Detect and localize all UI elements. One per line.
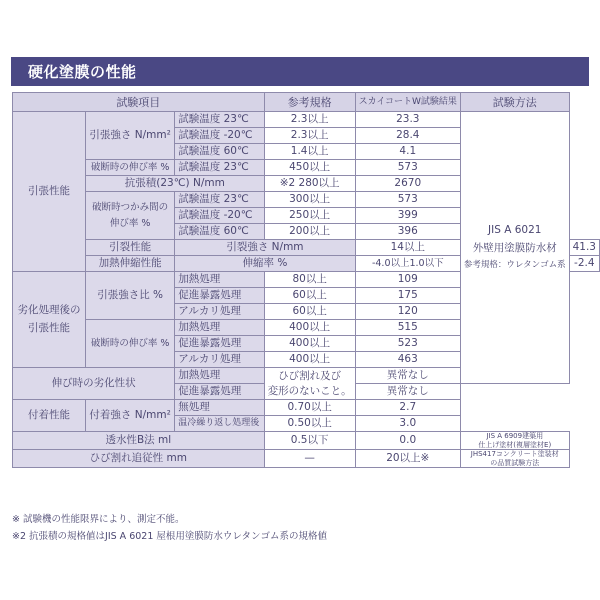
result-value: 573 bbox=[355, 160, 460, 176]
reference-value: 200以上 bbox=[264, 224, 355, 240]
result-value: 41.3 bbox=[569, 240, 599, 256]
reference-value: 0.50以上 bbox=[264, 416, 355, 432]
tensile-ratio-label: 引張強さ比 % bbox=[85, 272, 174, 320]
result-value: 175 bbox=[355, 288, 460, 304]
result-value: -2.4 bbox=[569, 256, 599, 272]
treatment-label: アルカリ処理 bbox=[175, 352, 264, 368]
adhesion-strength-label: 付着強さ N/mm² bbox=[85, 400, 174, 432]
reference-value: ※2 280以上 bbox=[264, 176, 355, 192]
result-value: 23.3 bbox=[355, 112, 460, 128]
treatment-label: 促進暴露処理 bbox=[175, 288, 264, 304]
table-row bbox=[13, 450, 600, 468]
group-heat-shrink: 加熱伸縮性能 bbox=[85, 256, 174, 272]
group-tensile: 引張性能 bbox=[13, 112, 86, 272]
temp-label: 試験温度 23℃ bbox=[175, 192, 264, 208]
result-value: 2.7 bbox=[355, 400, 460, 416]
result-value: 463 bbox=[355, 352, 460, 368]
reference-value: 1.4以上 bbox=[264, 144, 355, 160]
tensile-product-label: 抗張積(23℃) N/mm bbox=[85, 176, 264, 192]
result-value: 515 bbox=[355, 320, 460, 336]
treatment-label: 無処理 bbox=[175, 400, 264, 416]
temp-label: 試験温度 -20℃ bbox=[175, 128, 264, 144]
method-crack-line2: の品質試験方法 bbox=[490, 458, 540, 467]
method-crack bbox=[460, 450, 569, 468]
result-value: 399 bbox=[355, 208, 460, 224]
reference-value: 80以上 bbox=[264, 272, 355, 288]
header-result: スカイコートW試験結果 bbox=[355, 93, 460, 112]
treatment-label: 促進暴露処理 bbox=[175, 384, 264, 400]
method-ref: 参考規格：ウレタンゴム系 bbox=[463, 260, 566, 271]
treatment-label: アルカリ処理 bbox=[175, 304, 264, 320]
reference-value: 60以上 bbox=[264, 288, 355, 304]
result-value: 異常なし bbox=[355, 384, 460, 400]
method-crack-line1: JHS417コンクリート塗装材 bbox=[470, 450, 559, 459]
header-method: 試験方法 bbox=[460, 93, 569, 112]
method-water-line2: 仕上げ塗材(複層塗材E) bbox=[478, 440, 552, 449]
page-title: 硬化塗膜の性能 bbox=[28, 63, 137, 81]
treatment-label: 加熱処理 bbox=[175, 320, 264, 336]
result-value: 573 bbox=[355, 192, 460, 208]
temp-label: 試験温度 -20℃ bbox=[175, 208, 264, 224]
reference-value: 2.3以上 bbox=[264, 128, 355, 144]
result-value: 3.0 bbox=[355, 416, 460, 432]
reference-value: 300以上 bbox=[264, 192, 355, 208]
treatment-label: 温冷繰り返し処理後 bbox=[175, 416, 264, 432]
footnote-1: ※ 試験機の性能限界により、測定不能。 bbox=[12, 514, 185, 525]
reference-value: ひび割れ及び bbox=[264, 368, 355, 384]
method-jis: JIS A 6021 bbox=[488, 224, 542, 237]
method-material: 外壁用塗膜防水材 bbox=[472, 242, 557, 255]
degradation-line2: 引張性能 bbox=[27, 321, 70, 334]
method-main bbox=[460, 112, 569, 384]
result-value: 28.4 bbox=[355, 128, 460, 144]
temp-label: 試験温度 60℃ bbox=[175, 224, 264, 240]
reference-value: 400以上 bbox=[264, 352, 355, 368]
result-value: 109 bbox=[355, 272, 460, 288]
temp-label: 試験温度 23℃ bbox=[175, 160, 264, 176]
result-value: 異常なし bbox=[355, 368, 460, 384]
group-tear: 引裂性能 bbox=[85, 240, 174, 256]
table-header-row bbox=[13, 93, 600, 112]
reference-value: 2.3以上 bbox=[264, 112, 355, 128]
footnote-2: ※2 抗張積の規格値はJIS A 6021 屋根用塗膜防水ウレタンゴム系の規格値 bbox=[12, 531, 328, 542]
deg-elong-label: 破断時の伸び率 % bbox=[85, 320, 174, 368]
reference-value: -4.0以上1.0以下 bbox=[355, 256, 460, 272]
grip-elong-text: 破断時つかみ間の伸び率 % bbox=[92, 202, 169, 229]
temp-label: 試験温度 23℃ bbox=[175, 112, 264, 128]
water-perm-label: 透水性B法 ml bbox=[13, 432, 265, 450]
reference-value: 変形のないこと。 bbox=[264, 384, 355, 400]
temp-label: 試験温度 60℃ bbox=[175, 144, 264, 160]
degradation-line1: 劣化処理後の bbox=[17, 303, 81, 316]
group-degradation bbox=[13, 272, 86, 368]
grip-elong-label bbox=[85, 192, 174, 240]
reference-value: 250以上 bbox=[264, 208, 355, 224]
result-value: 396 bbox=[355, 224, 460, 240]
tensile-strength-label: 引張強さ N/mm² bbox=[85, 112, 174, 160]
result-value: 0.0 bbox=[355, 432, 460, 450]
reference-value: 400以上 bbox=[264, 320, 355, 336]
table-row bbox=[13, 400, 600, 416]
method-water-line1: JIS A 6909建築用 bbox=[486, 432, 544, 441]
treatment-label: 促進暴露処理 bbox=[175, 336, 264, 352]
reference-value: 60以上 bbox=[264, 304, 355, 320]
reference-value: 14以上 bbox=[355, 240, 460, 256]
reference-value: 400以上 bbox=[264, 336, 355, 352]
result-value: 120 bbox=[355, 304, 460, 320]
treatment-label: 加熱処理 bbox=[175, 272, 264, 288]
header-item: 試験項目 bbox=[13, 93, 265, 112]
reference-value: 0.5以下 bbox=[264, 432, 355, 450]
result-value: 20以上※ bbox=[355, 450, 460, 468]
title-bar bbox=[11, 57, 589, 86]
reference-value: 450以上 bbox=[264, 160, 355, 176]
reference-value: 0.70以上 bbox=[264, 400, 355, 416]
table-row bbox=[13, 112, 600, 128]
elong-break-label: 破断時の伸び率 % bbox=[85, 160, 174, 176]
header-reference: 参考規格 bbox=[264, 93, 355, 112]
treatment-label: 加熱処理 bbox=[175, 368, 264, 384]
tear-strength-label: 引裂強さ N/mm bbox=[175, 240, 355, 256]
group-adhesion: 付着性能 bbox=[13, 400, 86, 432]
stretch-deg-label: 伸び時の劣化性状 bbox=[13, 368, 175, 400]
result-value: 2670 bbox=[355, 176, 460, 192]
result-value: 523 bbox=[355, 336, 460, 352]
performance-table bbox=[12, 92, 600, 468]
shrink-rate-label: 伸縮率 % bbox=[175, 256, 355, 272]
result-value: 4.1 bbox=[355, 144, 460, 160]
table-row bbox=[13, 432, 600, 450]
crack-follow-label: ひび割れ追従性 mm bbox=[13, 450, 265, 468]
reference-value: — bbox=[264, 450, 355, 468]
method-water bbox=[460, 432, 569, 450]
